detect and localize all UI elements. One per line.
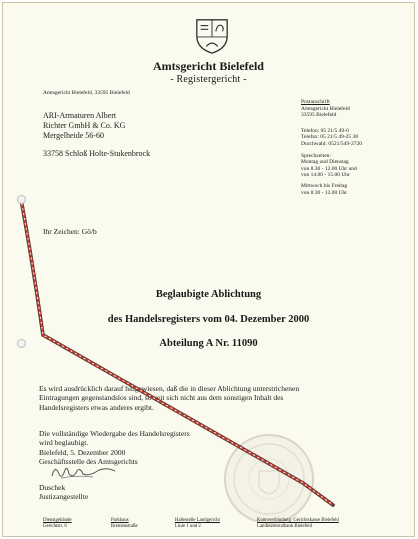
footer-building-value: Gerichtstr. 6 bbox=[43, 523, 67, 529]
notice-line-2: Eintragungen gegenstandslos sind, soweit sich nicht aus dem sonstigen Inhalt des bbox=[39, 393, 284, 403]
hours-line-4: Mittwoch bis Freitag bbox=[301, 182, 348, 189]
court-name: Amtsgericht Bielefeld bbox=[153, 59, 264, 73]
certification-line-3: Bielefeld, 5. Dezember 2000 bbox=[39, 447, 126, 457]
hours-line-2: von 8.30 - 12.00 Uhr und bbox=[301, 165, 357, 172]
footer-parking-heading: Parkhaus bbox=[111, 518, 129, 523]
recipient-line-2: Richter GmbH & Co. KG bbox=[43, 120, 126, 130]
hours-line-1: Montag und Dienstag bbox=[301, 159, 349, 166]
postal-heading: Postanschrift bbox=[301, 99, 330, 105]
reference-line: Ihr Zeichen: Gö/b bbox=[43, 227, 97, 236]
document-page bbox=[2, 2, 415, 537]
register-number: Abteilung A Nr. 11090 bbox=[159, 338, 258, 349]
document-subtitle: des Handelsregisters vom 04. Dezember 2000 bbox=[107, 314, 310, 325]
certification-line-1: Die vollständige Wiedergabe des Handelsregisters bbox=[39, 429, 190, 438]
notice-line-1: Es wird ausdrücklich darauf hingewiesen, daß die in dieser Ablichtung unterstrichenen bbox=[39, 384, 300, 393]
binding-cord bbox=[3, 3, 415, 537]
telefax: Telefax: 05 21/5 49-25 38 bbox=[301, 134, 359, 141]
document-title: Beglaubigte Ablichtung bbox=[155, 289, 262, 300]
telephone: Telefon: 05 21/5 49-0 bbox=[301, 127, 349, 134]
signer-role: Justizangestellte bbox=[39, 492, 89, 502]
footer-building-heading: Dienstgebäude bbox=[43, 518, 72, 523]
notice-line-3: Handelsregisters etwas anderes ergibt. bbox=[39, 402, 154, 412]
court-subtitle: - Registergericht - bbox=[170, 74, 247, 85]
punch-hole-bottom bbox=[17, 339, 26, 348]
hours-line-3: von 14.00 - 15.00 Uhr bbox=[301, 172, 350, 179]
footer-bank-heading: Kontoverbindung: Gerichtskasse Bielefeld bbox=[257, 518, 339, 523]
direct-dial: Durchwahl: 0521/549-2720 bbox=[301, 140, 362, 147]
certification-line-4: Geschäftsstelle des Amtsgerichts bbox=[39, 457, 138, 467]
signer-name: Duschek bbox=[39, 483, 66, 492]
recipient-line-1: ARI-Armaturen Albert bbox=[43, 111, 117, 120]
sender-line: Amtsgericht Bielefeld, 33595 Bielefeld bbox=[43, 90, 130, 96]
punch-hole-top bbox=[17, 195, 26, 204]
postal-line-2: 33595 Bielefeld bbox=[301, 112, 337, 119]
footer-parking-value: Bremenstraße bbox=[111, 523, 138, 529]
hours-line-5: von 8.30 - 12.00 Uhr bbox=[301, 189, 348, 196]
recipient-line-3: Mergelheide 56-60 bbox=[43, 130, 104, 140]
certification-line-2: wird beglaubigt. bbox=[39, 438, 89, 448]
recipient-city: 33758 Schloß Holte-Stukenbrock bbox=[43, 149, 151, 158]
footer-transit-heading: Haltestelle Landgericht bbox=[175, 518, 220, 523]
hours-heading: Sprechzeiten: bbox=[301, 152, 331, 159]
postal-line-1: Amtsgericht Bielefeld bbox=[301, 105, 350, 112]
footer-transit-value: Linie 1 und 2 bbox=[175, 523, 201, 529]
footer-bank-value: Landeszentralbank Bielefeld bbox=[257, 523, 313, 529]
